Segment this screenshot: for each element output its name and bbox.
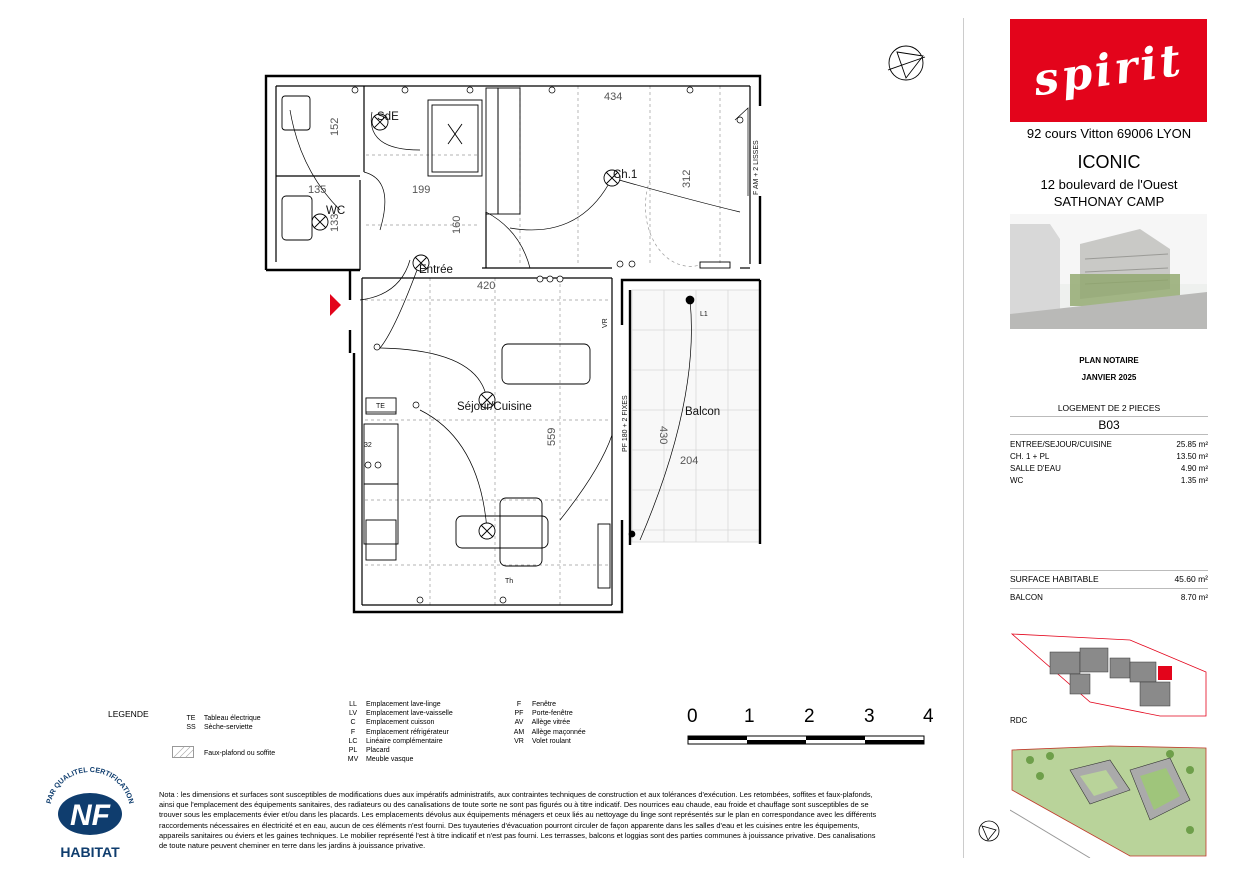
- balcon-label: BALCON: [1010, 593, 1043, 602]
- room-row: [1010, 452, 1208, 461]
- legend-code: AV: [514, 719, 524, 727]
- room-area: 25.85 m²: [1176, 440, 1208, 449]
- legend-item: [180, 723, 261, 732]
- legend-label: Volet roulant: [531, 737, 571, 745]
- legend-label: Fenêtre: [531, 701, 557, 708]
- legend-item: [342, 700, 453, 709]
- room-row: [1010, 476, 1208, 485]
- scale-tick-2: 2: [804, 706, 815, 727]
- divider: [1010, 416, 1208, 417]
- legend-item: [508, 700, 586, 709]
- logement-code: B03: [1098, 418, 1120, 432]
- legend-col-1: [180, 714, 261, 732]
- dim-430: 430: [657, 426, 669, 445]
- legend-label: Porte-fenêtre: [531, 710, 573, 718]
- dim-204: 204: [680, 455, 699, 467]
- balcon-row: [1010, 593, 1208, 602]
- scale-bar: [687, 704, 937, 752]
- l1-label: L1: [700, 311, 708, 318]
- legend-label: Emplacement lave-linge: [365, 701, 441, 708]
- legend-label: Meuble vasque: [365, 756, 414, 764]
- dim-434: 434: [604, 91, 623, 103]
- legend-code: C: [350, 719, 356, 727]
- spirit-logo: [1010, 19, 1207, 122]
- th-label: Th: [505, 578, 514, 585]
- legend-label: Allège maçonnée: [531, 728, 586, 736]
- legend-label: Emplacement lave-vaisselle: [365, 710, 453, 718]
- room-area: 13.50 m²: [1176, 452, 1208, 461]
- dim-559: 559: [546, 427, 558, 446]
- legend-code: LL: [349, 701, 357, 708]
- room-entree: Entrée: [419, 264, 453, 276]
- company-address: 92 cours Vitton 69006 LYON: [1026, 126, 1192, 141]
- hatch-label: Faux-plafond ou soffite: [204, 750, 276, 757]
- panel-divider: [963, 18, 964, 858]
- legend-code: LC: [348, 737, 358, 745]
- te-label: TE: [376, 403, 385, 410]
- dim-199: 199: [412, 184, 431, 196]
- dim-152: 152: [329, 117, 341, 136]
- compass-icon: [888, 46, 925, 80]
- divider: [1010, 434, 1208, 435]
- light-points: [312, 114, 620, 539]
- legend-code: VR: [514, 737, 524, 745]
- scale-tick-4: 4: [923, 706, 934, 727]
- shower: [428, 100, 482, 176]
- legend-col-3: [508, 700, 586, 746]
- room-name: SALLE D'EAU: [1010, 464, 1061, 473]
- legend-item: [342, 746, 453, 755]
- scale-tick-0: 0: [687, 706, 698, 727]
- legend-item: [508, 728, 586, 737]
- building-render: [1010, 214, 1207, 329]
- divider: [1010, 588, 1208, 589]
- dim-420: 420: [477, 280, 496, 292]
- legend-label: Emplacement cuisson: [365, 719, 435, 727]
- legend-item: [342, 728, 453, 737]
- legend-item: [508, 709, 586, 718]
- room-area: 4.90 m²: [1180, 464, 1208, 473]
- legend-label: Placard: [365, 747, 390, 755]
- legend-code: SS: [186, 724, 196, 732]
- room-row: [1010, 464, 1208, 473]
- spirit-logo-text: spirit: [1030, 34, 1187, 107]
- site-compass-icon: [976, 818, 1002, 844]
- legend-item: [508, 718, 586, 727]
- legend-item: [342, 737, 453, 746]
- dim-133: 133: [329, 213, 341, 232]
- legend-label: Tableau électrique: [203, 715, 261, 722]
- legend-code: MV: [347, 756, 359, 764]
- logement-title: LOGEMENT DE 2 PIECES: [1057, 403, 1161, 413]
- legend-code: TE: [186, 715, 196, 722]
- legend-code: LV: [348, 710, 358, 718]
- site-map: [1010, 730, 1208, 858]
- room-sejour: Séjour/Cuisine: [457, 401, 532, 413]
- project-city: SATHONAY CAMP: [1053, 194, 1165, 209]
- legend-label: Sèche-serviette: [203, 724, 253, 732]
- nota-text: Nota : les dimensions et surfaces sont susceptibles de modifications dues aux impératifs administratifs, aux contraintes techniques de construction et aux tolérances d'exécution. Les retombées, soffites et faux-plafonds, ainsi que l'emplacement des équipements sanitaires, des radiateurs ou des canalisations de toute sorte ne sont pas figurés ou à titre indicatif. Des nourrices eau chaude, eau froide et chauffage sont susceptibles de se trouver sous les emplacements évier et/ou dans les placards. Les emplacements dévolus aux équipements ménagers et ceux liés au nettoyage du linge sont représentés sur le plan en correspondance avec les différents raccordements nécessaires en électricité et en eau, aucun de ces éléments n'est fourni. Des tuyauteries d'évacuation pourront circuler de façon apparente dans les salles d'eau et les cuisines entre les équipements, appareils sanitaires ou éviers et les gaines techniques. Le mobilier représenté l'est à titre indicatif et n'est pas fourni. Les terrasses, balcons et loggias sont des parties communes à jouissance privative. Des canalisations de toute nature peuvent cheminer en terre dans les jardins à jouissance privative.: [159, 790, 877, 851]
- entry-arrow-icon: [330, 294, 341, 316]
- cooking-count: 32: [364, 442, 372, 449]
- doc-type: PLAN NOTAIRE: [1079, 356, 1139, 365]
- site-level-label: RDC: [1010, 716, 1028, 725]
- dim-135: 135: [308, 184, 327, 196]
- surface-value: 45.60 m²: [1174, 574, 1208, 584]
- legend-item: [342, 718, 453, 727]
- room-area: 1.35 m²: [1180, 476, 1208, 485]
- room-balcon: Balcon: [685, 406, 721, 418]
- legend-code: PF: [514, 710, 524, 718]
- legend-title: LEGENDE: [108, 709, 149, 719]
- legend-item: [508, 737, 586, 746]
- surface-label: SURFACE HABITABLE: [1010, 574, 1099, 584]
- legend-code: F: [350, 728, 356, 736]
- room-sde: SdE: [377, 111, 399, 123]
- room-ch1: Ch.1: [613, 169, 638, 181]
- room-wc: WC: [326, 205, 346, 217]
- project-name: ICONIC: [1077, 152, 1141, 172]
- surface-row: [1010, 574, 1208, 584]
- hatch-swatch-icon: [172, 746, 194, 758]
- legend-label: Allège vitrée: [531, 719, 571, 727]
- legend-item: [180, 714, 261, 723]
- legend-col-2: [342, 700, 453, 764]
- legend-item: [342, 709, 453, 718]
- dim-312: 312: [681, 169, 693, 188]
- nf-arc-text: PAR QUALITEL CERTIFICATION: [43, 764, 137, 805]
- legend-code: AM: [513, 728, 525, 736]
- room-name: WC: [1010, 476, 1024, 485]
- legend-label: Emplacement réfrigérateur: [365, 728, 449, 736]
- balcon-value: 8.70 m²: [1180, 593, 1208, 602]
- legend-item: [342, 755, 453, 764]
- scale-tick-1: 1: [744, 706, 755, 727]
- scale-tick-3: 3: [864, 706, 875, 727]
- project-street: 12 boulevard de l'Ouest: [1040, 177, 1178, 192]
- vr-label: VR: [602, 318, 609, 328]
- nf-habitat-logo: [38, 764, 142, 862]
- building-key-plan: [1010, 632, 1208, 718]
- room-name: ENTREE/SEJOUR/CUISINE: [1010, 440, 1112, 449]
- room-row: [1010, 440, 1208, 449]
- window-label-fam: F AM + 2 LISSES: [753, 140, 760, 195]
- legend-label: Linéaire complémentaire: [365, 737, 443, 745]
- nf-label: HABITAT: [60, 844, 120, 860]
- window-label-pf: PF 180 + 2 FIXES: [622, 395, 629, 452]
- divider: [1010, 570, 1208, 571]
- room-name: CH. 1 + PL: [1010, 452, 1050, 461]
- dim-160: 160: [451, 215, 463, 234]
- doc-date: JANVIER 2025: [1081, 373, 1137, 382]
- legend-code: F: [516, 701, 522, 708]
- nf-mark: NF: [70, 799, 110, 832]
- legend-code: PL: [348, 747, 358, 755]
